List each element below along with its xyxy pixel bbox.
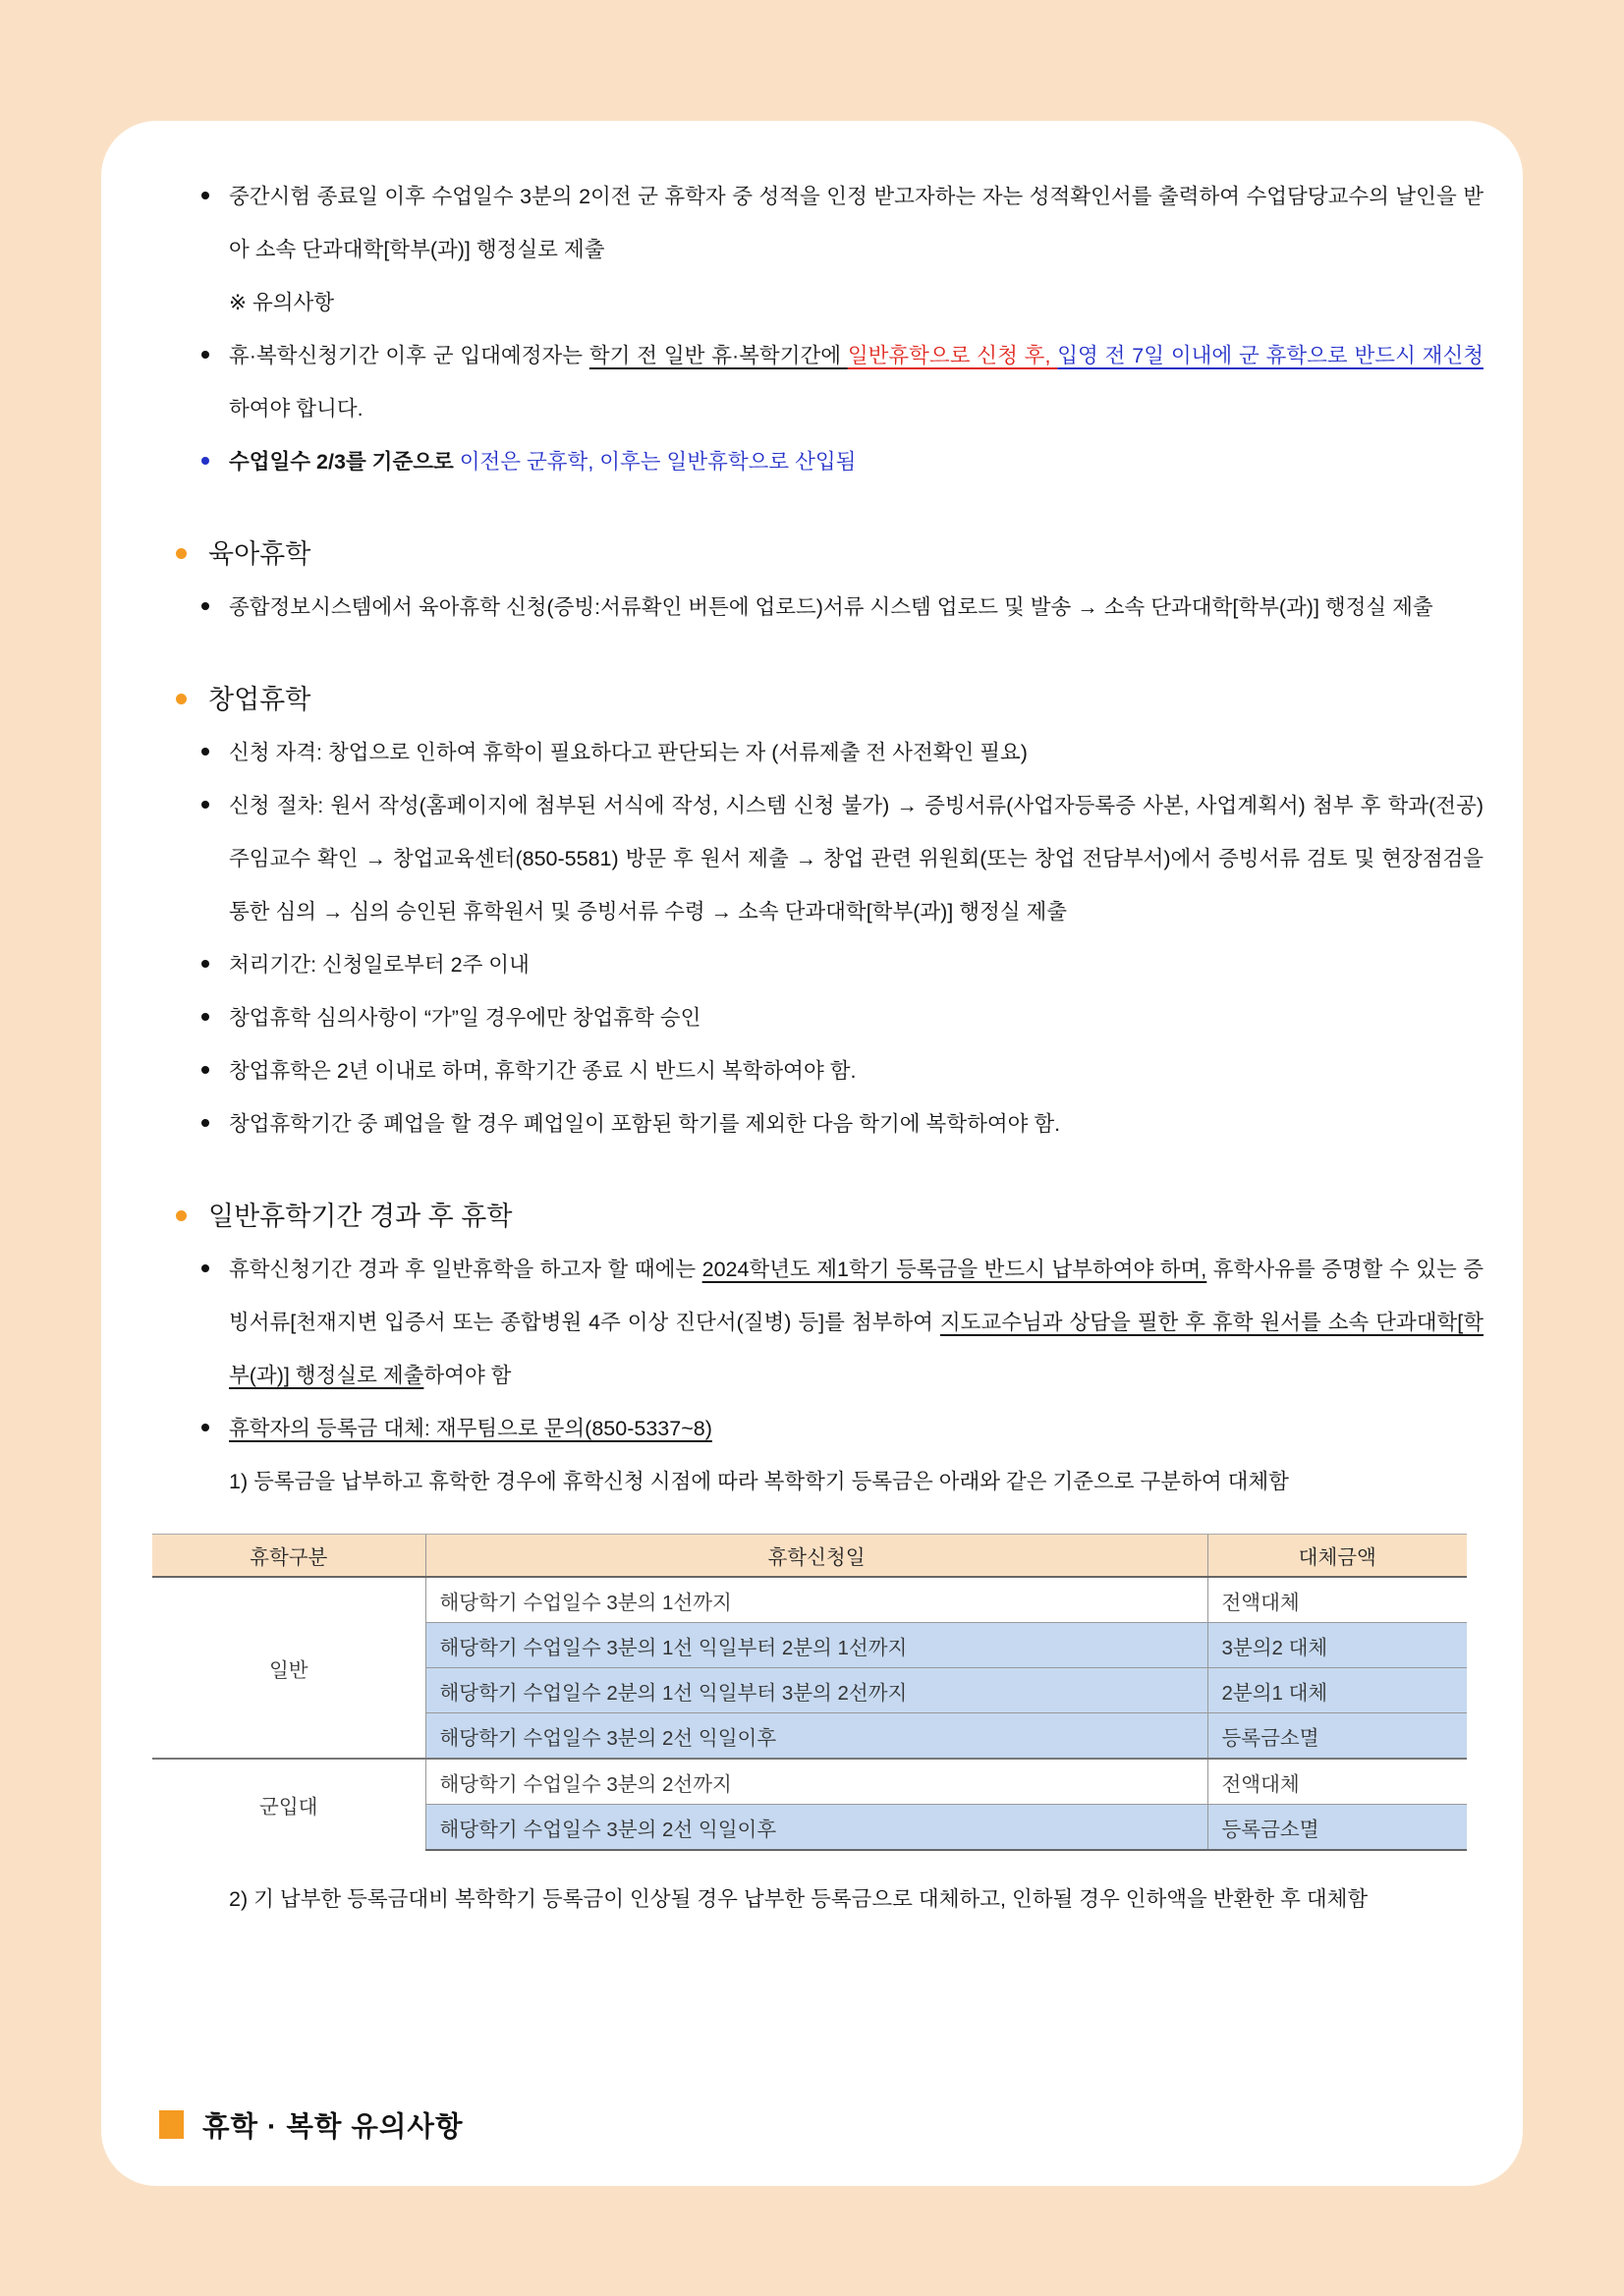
section-bullet-icon (176, 1210, 187, 1221)
table-row (152, 1577, 1467, 1623)
text-segment: 학기 전 일반 휴·복학기간에 (588, 344, 848, 367)
bullet-item (201, 1243, 1484, 1402)
text-segment: 처리기간: 신청일로부터 2주 이내 (229, 953, 530, 977)
table-cell-replacement-amount: 전액대체 (1207, 1577, 1467, 1623)
table-header-cell: 휴학구분 (152, 1535, 425, 1578)
text-segment: 일반휴학기간 경과 후 휴학 (208, 1202, 513, 1231)
table-cell-application-date: 해당학기 수업일수 3분의 1선 익일부터 2분의 1선까지 (425, 1623, 1207, 1668)
table-cell-application-date: 해당학기 수업일수 2분의 1선 익일부터 3분의 2선까지 (425, 1668, 1207, 1713)
bullet-icon (201, 457, 209, 465)
text-segment: 신청 절차: 원서 작성(홈페이지에 첨부된 서식에 작성, 시스템 신청 불가) → 증빙서류(사업자등록증 사본, 사업계획서) 첨부 후 학과(전공)주임교수 확인 → 창업교육센터(850-5581) 방문 후 원서 제출 → 창업 관련 위원회(또는 창업 전담부서)에서 증빙서류 검토 및 현장점검을 통한 심의 → 심의 승인된 휴학원서 및 증빙서류 수령 → 소속 단과대학[학부(과)] 행정실 제출 (229, 794, 1484, 924)
text-segment: 중간시험 종료일 이후 수업일수 3분의 2이전 군 휴학자 중 성적을 인정 받고자하는 자는 성적확인서를 출력하여 수업담당교수의 날인을 받아 소속 단과대학[학부(과)] 행정실로 제출 (229, 185, 1484, 261)
section-heading (176, 528, 1484, 581)
table-cell-leave-type: 일반 (152, 1577, 425, 1759)
text-segment: 육아휴학 (208, 539, 311, 569)
text-segment: 신청 자격: 창업으로 인하여 휴학이 필요하다고 판단되는 자 (서류제출 전 사전확인 필요) (229, 741, 1028, 764)
text-segment: ※ 유의사항 (229, 291, 335, 314)
text-segment: 이전은 군휴학, 이후는 일반휴학으로 산입됨 (459, 450, 857, 474)
table-cell-replacement-amount: 등록금소멸 (1207, 1805, 1467, 1851)
bullet-icon (201, 602, 209, 610)
bullet-icon (201, 801, 209, 809)
text-segment: 휴·복학신청기간 이후 군 입대예정자는 (229, 344, 589, 367)
table-cell-application-date: 해당학기 수업일수 3분의 2선 익일이후 (425, 1713, 1207, 1760)
tuition-replacement-table (152, 1534, 1467, 1851)
bullet-icon (201, 1066, 209, 1074)
text-line (201, 1873, 1484, 1926)
footer-heading (159, 2104, 464, 2145)
document-content (101, 121, 1523, 1926)
text-segment: 수업일수 2/3를 기준으로 (229, 450, 460, 474)
bullet-icon (201, 1264, 209, 1272)
text-line (201, 1455, 1484, 1508)
table-cell-application-date: 해당학기 수업일수 3분의 2선 익일이후 (425, 1805, 1207, 1851)
text-segment: 창업휴학 (208, 685, 311, 714)
table-cell-replacement-amount: 전액대체 (1207, 1759, 1467, 1805)
bullet-item (201, 329, 1484, 435)
text-segment: 창업휴학기간 중 폐업을 할 경우 폐업일이 포함된 학기를 제외한 다음 학기에 복학하여야 함. (229, 1112, 1061, 1136)
bullet-icon (201, 192, 209, 199)
text-segment: 입영 전 7일 이내에 군 휴학으로 반드시 재신청 (1057, 344, 1484, 367)
table-cell-application-date: 해당학기 수업일수 3분의 2선까지 (425, 1759, 1207, 1805)
text-segment: 종합정보시스템에서 육아휴학 신청(증빙:서류확인 버튼에 업로드)서류 시스템 업로드 및 발송 → 소속 단과대학[학부(과)] 행정실 제출 (229, 595, 1433, 619)
section-heading (176, 673, 1484, 726)
table-header-cell: 대체금액 (1207, 1535, 1467, 1578)
text-segment: 지도교수님과 상담을 필한 후 휴학 원서를 소속 단과대학[학부(과)] 행정실로 제출 (229, 1311, 1484, 1387)
bullet-item (201, 991, 1484, 1044)
bullet-icon (201, 1424, 209, 1431)
footer-heading-label: 휴학 · 복학 유의사항 (202, 2111, 464, 2143)
text-segment: 2024학년도 제1학기 등록금을 반드시 납부하여야 하며, (701, 1258, 1207, 1281)
text-segment: 일반휴학으로 신청 후, (847, 344, 1058, 367)
table-row (152, 1759, 1467, 1805)
bullet-icon (201, 960, 209, 968)
text-segment: 창업휴학은 2년 이내로 하며, 휴학기간 종료 시 반드시 복학하여야 함. (229, 1059, 857, 1083)
text-segment: 하여야 함 (423, 1364, 512, 1387)
bullet-item (201, 779, 1484, 938)
bullet-icon (201, 1119, 209, 1127)
table-header-cell: 휴학신청일 (425, 1535, 1207, 1578)
bullet-icon (201, 351, 209, 359)
text-segment: 휴학사유를 증명할 수 있는 증빙서류[천재지변 입증서 또는 종합병원 4주 이상 진단서(질병) 등]를 첨부하여 (229, 1258, 1484, 1334)
bullet-item (201, 726, 1484, 779)
section-bullet-icon (176, 694, 187, 704)
bullet-icon (201, 1013, 209, 1021)
table-cell-replacement-amount: 2분의1 대체 (1207, 1668, 1467, 1713)
bullet-item (201, 938, 1484, 991)
document-card (101, 121, 1523, 2186)
text-segment: 휴학자의 등록금 대체: 재무팀으로 문의(850-5337~8) (229, 1417, 712, 1440)
text-segment: 2) 기 납부한 등록금대비 복학학기 등록금이 인상될 경우 납부한 등록금으로 대체하고, 인하될 경우 인하액을 반환한 후 대체함 (229, 1887, 1369, 1911)
bullet-icon (201, 748, 209, 756)
text-segment: 휴학신청기간 경과 후 일반휴학을 하고자 할 때에는 (229, 1258, 702, 1281)
section-bullet-icon (176, 548, 187, 559)
bullet-item (201, 435, 1484, 488)
text-segment: 창업휴학 심의사항이 “가”일 경우에만 창업휴학 승인 (229, 1006, 701, 1030)
text-segment: 1) 등록금을 납부하고 휴학한 경우에 휴학신청 시점에 따라 복학학기 등록금은 아래와 같은 기준으로 구분하여 대체함 (229, 1470, 1289, 1493)
text-line (201, 276, 1484, 329)
section-heading (176, 1190, 1484, 1243)
table-cell-leave-type: 군입대 (152, 1759, 425, 1850)
table-cell-replacement-amount: 3분의2 대체 (1207, 1623, 1467, 1668)
table-cell-application-date: 해당학기 수업일수 3분의 1선까지 (425, 1577, 1207, 1623)
bullet-item (201, 1097, 1484, 1150)
orange-square-icon (159, 2110, 184, 2139)
text-segment: 하여야 합니다. (229, 397, 364, 420)
table-cell-replacement-amount: 등록금소멸 (1207, 1713, 1467, 1760)
bullet-item (201, 581, 1484, 634)
bullet-item (201, 1402, 1484, 1455)
bullet-item (201, 170, 1484, 276)
bullet-item (201, 1044, 1484, 1097)
